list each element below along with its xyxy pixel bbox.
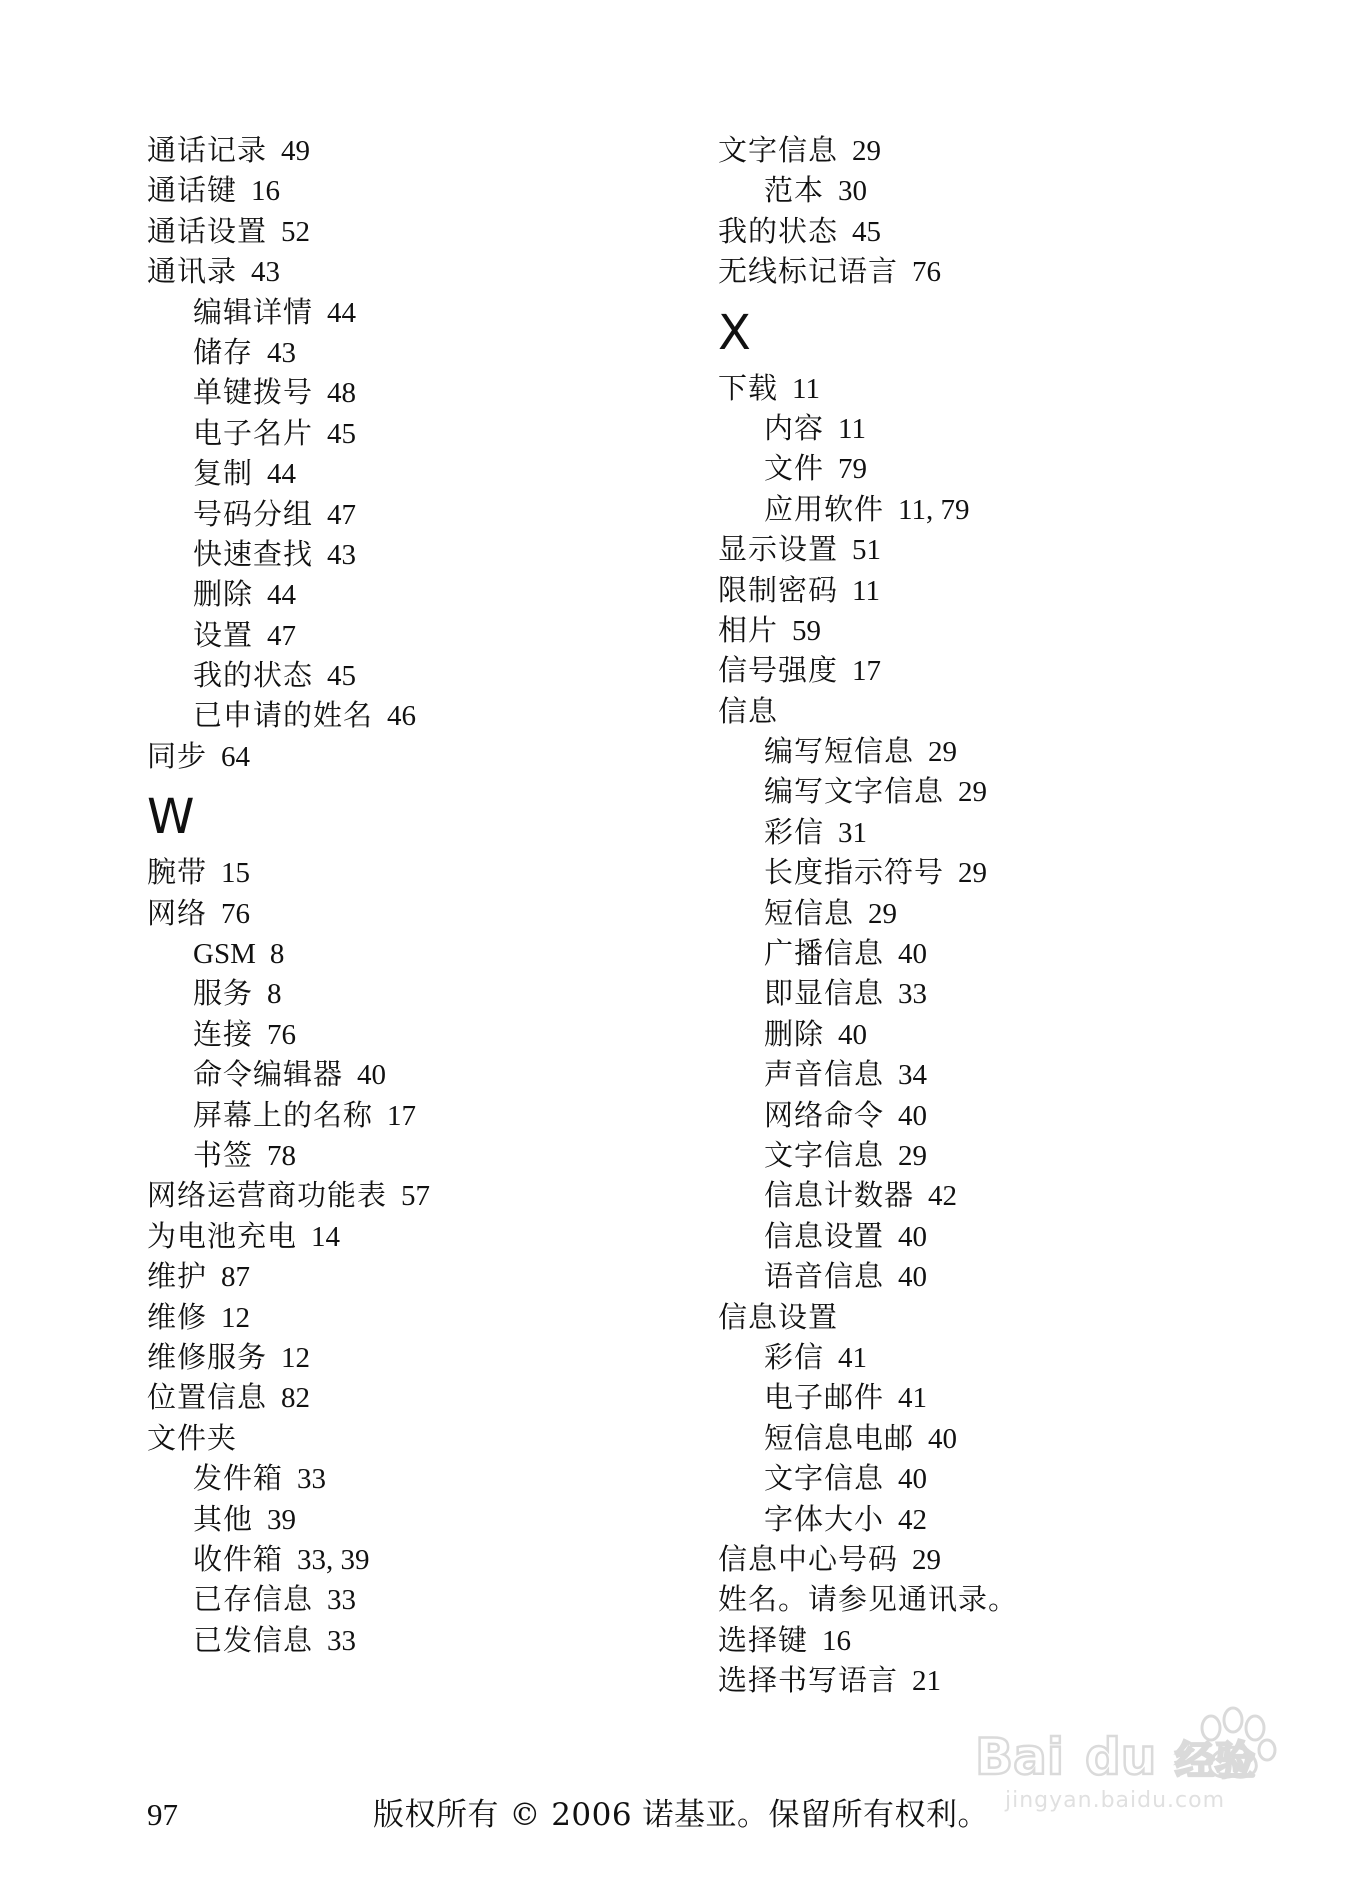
index-page-ref: 40 [898, 1220, 928, 1253]
index-page-ref: 33 [297, 1463, 327, 1496]
index-term: 信息设置 [718, 1299, 839, 1334]
index-term: 短信息电邮 [764, 1420, 915, 1455]
index-entry [147, 1418, 667, 1458]
index-entry [147, 1256, 667, 1296]
index-subentry [718, 1014, 1278, 1054]
index-term: 限制密码 [718, 572, 839, 607]
index-page-ref: 44 [267, 458, 297, 491]
index-subentry [718, 1095, 1278, 1135]
index-page-ref: 41 [838, 1341, 868, 1374]
index-entry [718, 251, 1278, 291]
index-entry [718, 1297, 1278, 1337]
index-entry [147, 251, 667, 291]
index-entry [718, 130, 1278, 170]
index-subentry [147, 1095, 667, 1135]
index-page-ref: 40 [838, 1018, 868, 1051]
index-subentry [718, 170, 1278, 210]
index-page-ref: 11, 79 [898, 493, 970, 526]
index-subentry [718, 1458, 1278, 1498]
index-entry [147, 1216, 667, 1256]
index-subentry [147, 494, 667, 534]
index-page-ref: 43 [327, 538, 357, 571]
index-term: 删除 [764, 1016, 825, 1051]
index-subentry [718, 1175, 1278, 1215]
index-term: 已存信息 [193, 1582, 314, 1617]
index-page-ref: 30 [838, 175, 868, 208]
index-page-ref: 45 [327, 417, 357, 450]
index-subentry [147, 695, 667, 735]
page-number: 97 [147, 1797, 178, 1832]
index-term: 收件箱 [193, 1541, 284, 1576]
baidu-logo-icon [975, 1688, 1295, 1798]
index-entry [147, 852, 667, 892]
index-term: 其他 [193, 1501, 254, 1536]
index-subentry [147, 453, 667, 493]
index-subentry [147, 1499, 667, 1539]
watermark-url: jingyan.baidu.com [1005, 1788, 1226, 1813]
index-term: 同步 [147, 738, 208, 773]
index-subentry [147, 1458, 667, 1498]
index-subentry [718, 771, 1278, 811]
index-entry [718, 1539, 1278, 1579]
index-term: 语音信息 [764, 1259, 885, 1294]
index-page-ref: 29 [928, 736, 958, 769]
index-page-ref: 40 [357, 1059, 387, 1092]
index-subentry [718, 1054, 1278, 1094]
index-subentry [147, 1620, 667, 1660]
index-page-ref: 57 [401, 1180, 431, 1213]
index-term: 维修服务 [147, 1339, 268, 1374]
index-term: 选择键 [718, 1622, 809, 1657]
index-term: 已申请的姓名 [193, 698, 374, 733]
index-page-ref: 49 [281, 135, 311, 167]
index-term: 快速查找 [193, 536, 314, 571]
index-subentry [147, 332, 667, 372]
index-term: 通话记录 [147, 133, 268, 167]
index-page-ref: 82 [281, 1382, 311, 1415]
index-term: 编辑详情 [193, 294, 314, 329]
index-page-ref: 42 [928, 1180, 958, 1213]
index-term: 无线标记语言 [718, 254, 899, 289]
index-entry [718, 368, 1278, 408]
index-entry [147, 893, 667, 933]
index-term: 声音信息 [764, 1057, 885, 1092]
index-entry [718, 1579, 1278, 1619]
index-term: 应用软件 [764, 491, 885, 526]
index-subentry [718, 1337, 1278, 1377]
index-page-ref: 31 [838, 816, 868, 849]
index-term: 彩信 [764, 814, 825, 849]
index-page-ref: 21 [912, 1665, 942, 1698]
index-subentry [718, 1256, 1278, 1296]
index-term: 删除 [193, 577, 254, 612]
index-term: 信号强度 [718, 653, 839, 688]
index-term: 网络 [147, 895, 208, 930]
index-term: 文字信息 [764, 1137, 885, 1172]
index-term: 通话设置 [147, 213, 268, 248]
index-column-right [718, 130, 1278, 1700]
index-term: 服务 [193, 976, 254, 1011]
index-page-ref: 47 [267, 619, 297, 652]
index-page-ref: 45 [852, 215, 882, 248]
index-subentry [147, 574, 667, 614]
index-page-ref: 29 [898, 1139, 928, 1172]
index-subentry [718, 933, 1278, 973]
index-term: 范本 [764, 173, 825, 208]
index-subentry [718, 852, 1278, 892]
index-page-ref: 46 [387, 700, 417, 733]
index-term: 长度指示符号 [764, 855, 945, 890]
index-subentry [147, 1014, 667, 1054]
index-page-ref: 43 [267, 336, 297, 369]
index-subentry [147, 655, 667, 695]
index-page-ref: 11 [838, 412, 866, 445]
index-page-ref: 29 [912, 1543, 942, 1576]
index-term: 显示设置 [718, 532, 839, 567]
index-term: 内容 [764, 410, 825, 445]
index-subentry [718, 1377, 1278, 1417]
index-page-ref: 8 [269, 938, 285, 971]
index-entry [147, 1175, 667, 1215]
index-page-ref: 29 [958, 857, 988, 890]
svg-text:经验: 经验 [1175, 1738, 1255, 1784]
index-subentry [718, 893, 1278, 933]
index-term: 选择书写语言 [718, 1663, 899, 1698]
index-subentry [718, 448, 1278, 488]
index-entry [718, 1620, 1278, 1660]
index-term: 维修 [147, 1299, 208, 1334]
index-subentry [147, 1135, 667, 1175]
index-term: 短信息 [764, 895, 855, 930]
index-entry [718, 610, 1278, 650]
index-page-ref: 76 [267, 1018, 297, 1051]
index-term: 广播信息 [764, 936, 885, 971]
index-subentry [147, 372, 667, 412]
index-term: 字体大小 [764, 1501, 885, 1536]
index-page-ref: 16 [822, 1624, 852, 1657]
index-page-ref: 14 [311, 1220, 341, 1253]
index-page-ref: 76 [221, 897, 251, 930]
index-page-ref: 52 [281, 215, 311, 248]
index-page-ref: 29 [852, 135, 882, 167]
index-term: 网络命令 [764, 1097, 885, 1132]
index-page-ref: 33 [327, 1624, 357, 1657]
index-subentry [147, 534, 667, 574]
index-term: 发件箱 [193, 1461, 284, 1496]
index-subentry [147, 1054, 667, 1094]
index-entry [147, 1337, 667, 1377]
index-term: 我的状态 [193, 658, 314, 693]
index-page-ref: 41 [898, 1382, 928, 1415]
index-page-ref: 64 [221, 740, 251, 773]
index-entry [147, 170, 667, 210]
index-subentry [718, 1418, 1278, 1458]
index-entry [147, 1377, 667, 1417]
index-term: 已发信息 [193, 1622, 314, 1657]
index-section-heading: X [718, 304, 751, 361]
index-term: 屏幕上的名称 [193, 1097, 374, 1132]
index-entry [718, 211, 1278, 251]
index-page-ref: 33 [898, 978, 928, 1011]
index-page-ref: 15 [221, 857, 251, 890]
index-subentry [147, 292, 667, 332]
index-page-ref: 17 [852, 655, 882, 688]
index-term: 文字信息 [764, 1461, 885, 1496]
index-term: 通讯录 [147, 254, 238, 289]
index-page-ref: 17 [387, 1099, 417, 1132]
index-term: 电子邮件 [764, 1380, 885, 1415]
index-subentry [147, 413, 667, 453]
svg-text:du: du [1085, 1728, 1157, 1786]
svg-text:Bai: Bai [975, 1728, 1064, 1786]
index-page-ref: 29 [958, 776, 988, 809]
copyright-notice: 版权所有 © 2006 诺基亚。保留所有权利。 [373, 1797, 989, 1833]
index-page-ref: 48 [327, 377, 357, 410]
index-term: 彩信 [764, 1339, 825, 1374]
index-page-ref: 44 [267, 579, 297, 612]
index-page-ref: 40 [898, 1261, 928, 1294]
index-term: 命令编辑器 [193, 1057, 344, 1092]
index-page-ref: 39 [267, 1503, 297, 1536]
index-term: 编写短信息 [764, 734, 915, 769]
index-page-ref: 33 [327, 1584, 357, 1617]
index-subentry [147, 615, 667, 655]
index-subentry [718, 973, 1278, 1013]
index-page-ref: 34 [898, 1059, 928, 1092]
index-term: GSM [193, 938, 256, 971]
index-page-ref: 40 [928, 1422, 958, 1455]
index-subentry [718, 812, 1278, 852]
index-page-ref: 59 [792, 614, 822, 647]
index-term: 信息设置 [764, 1218, 885, 1253]
index-subentry [718, 1216, 1278, 1256]
index-term: 即显信息 [764, 976, 885, 1011]
index-term: 相片 [718, 612, 779, 647]
index-term: 为电池充电 [147, 1218, 298, 1253]
index-page-ref: 12 [281, 1341, 311, 1374]
index-term: 单键拨号 [193, 375, 314, 410]
index-term: 下载 [718, 370, 779, 405]
index-term: 复制 [193, 456, 254, 491]
index-page-ref: 11 [852, 574, 880, 607]
index-column-left [147, 130, 667, 1660]
index-page-ref: 40 [898, 1099, 928, 1132]
index-term: 文件 [764, 451, 825, 486]
index-term: 信息中心号码 [718, 1541, 899, 1576]
index-term: 文件夹 [147, 1420, 238, 1455]
index-subentry [147, 933, 667, 973]
index-term: 信息计数器 [764, 1178, 915, 1213]
index-page-ref: 40 [898, 938, 928, 971]
index-term: 我的状态 [718, 213, 839, 248]
index-page-ref: 47 [327, 498, 357, 531]
index-term: 位置信息 [147, 1380, 268, 1415]
index-subentry [147, 973, 667, 1013]
index-page-ref: 40 [898, 1463, 928, 1496]
index-subentry [718, 489, 1278, 529]
index-page-ref: 51 [852, 534, 882, 567]
index-subentry [718, 408, 1278, 448]
index-page-ref: 42 [898, 1503, 928, 1536]
index-term: 维护 [147, 1259, 208, 1294]
index-term: 电子名片 [193, 415, 314, 450]
index-term: 设置 [193, 617, 254, 652]
baidu-jingyan-watermark [975, 1688, 1295, 1828]
index-entry [718, 529, 1278, 569]
index-page-ref: 78 [267, 1139, 297, 1172]
index-entry [147, 736, 667, 776]
index-page-ref: 87 [221, 1261, 251, 1294]
index-page-ref: 33, 39 [297, 1543, 370, 1576]
index-page-ref: 45 [327, 660, 357, 693]
index-subentry [718, 731, 1278, 771]
index-page-ref: 11 [792, 372, 820, 405]
index-subentry [147, 1539, 667, 1579]
index-page-ref: 76 [912, 256, 942, 289]
index-page-ref: 16 [251, 175, 281, 208]
index-page-ref: 79 [838, 453, 868, 486]
index-term: 姓名。请参见通讯录。 [718, 1582, 1019, 1617]
index-entry [147, 130, 667, 170]
index-subentry [718, 1135, 1278, 1175]
index-entry [147, 1297, 667, 1337]
index-page-ref: 43 [251, 256, 281, 289]
index-term: 网络运营商功能表 [147, 1178, 388, 1213]
index-term: 储存 [193, 334, 254, 369]
index-section-heading: W [147, 789, 195, 846]
index-term: 信息 [718, 693, 779, 728]
index-term: 文字信息 [718, 133, 839, 167]
index-page-ref: 44 [327, 296, 357, 329]
index-term: 连接 [193, 1016, 254, 1051]
index-page-ref: 8 [267, 978, 282, 1011]
index-page-ref: 29 [868, 897, 898, 930]
index-term: 编写文字信息 [764, 774, 945, 809]
index-term: 号码分组 [193, 496, 314, 531]
index-term: 腕带 [147, 855, 208, 890]
index-subentry [147, 1579, 667, 1619]
index-entry [718, 570, 1278, 610]
index-subentry [718, 1499, 1278, 1539]
index-entry [147, 211, 667, 251]
index-page-ref: 12 [221, 1301, 251, 1334]
index-term: 通话键 [147, 173, 238, 208]
index-entry [718, 691, 1278, 731]
index-entry [718, 650, 1278, 690]
index-term: 书签 [193, 1137, 254, 1172]
